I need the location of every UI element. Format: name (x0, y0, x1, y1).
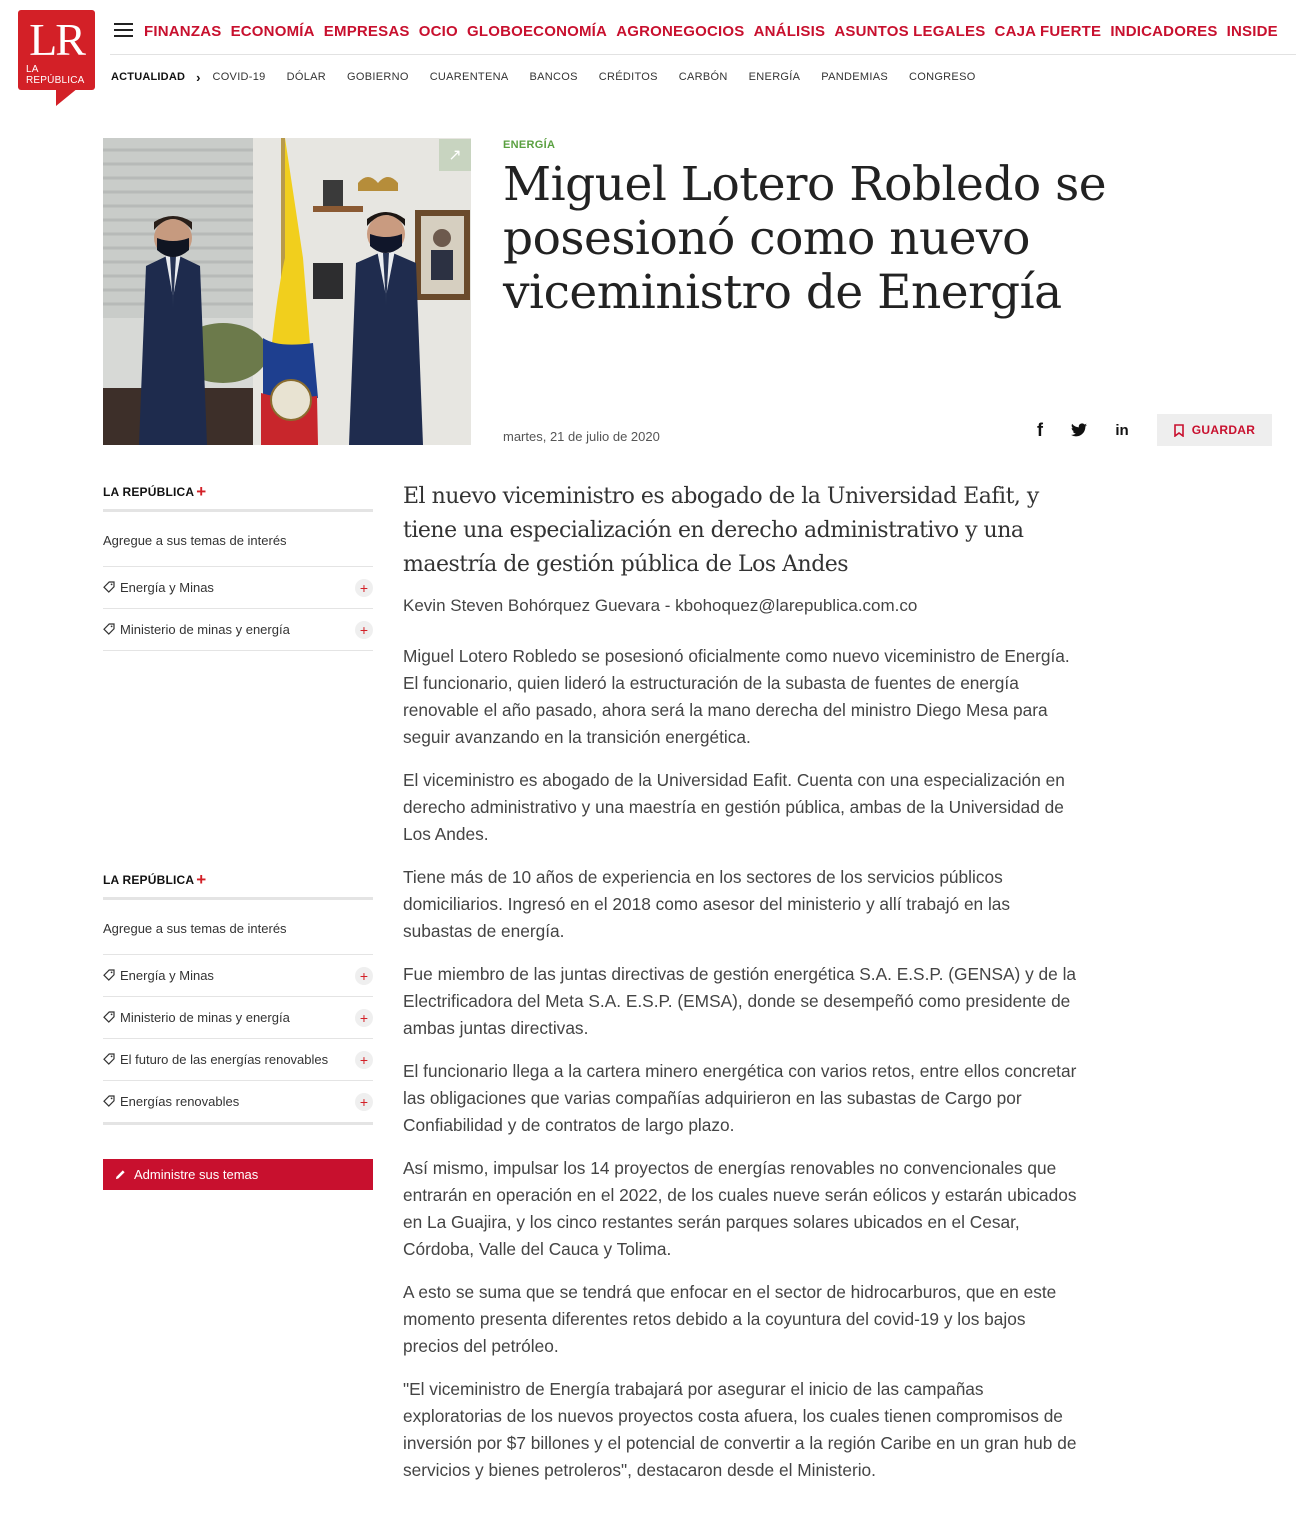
article-photo[interactable] (103, 138, 471, 445)
topic-label[interactable]: Energía y Minas (120, 580, 214, 595)
topic-row (103, 567, 373, 609)
sub-nav (111, 68, 1278, 86)
plus-brand-icon: + (196, 482, 207, 501)
article-paragraph: Miguel Lotero Robledo se posesionó oficialmente como nuevo viceministro de Energía. El funcionario, quien lideró la estructuración de la subasta de fuentes de energía renovable el año pasado, ahora será la mano derecha del ministro Diego Mesa para seguir avanzando en la transición energética. (403, 646, 1070, 747)
save-label: GUARDAR (1191, 423, 1256, 437)
article-title: Miguel Lotero Robledo se posesionó como nuevo viceministro de Energía (503, 157, 1107, 320)
article-paragraph: Fue miembro de las juntas directivas de gestión energética S.A. E.S.P. (GENSA) y de la Electrificadora del Meta S.A. E.S.P. (EMSA), donde se desempeñó como presidente de ambas juntas directivas. (403, 964, 1077, 1038)
plus-icon[interactable]: + (355, 967, 373, 985)
plus-brand-icon: + (196, 870, 207, 889)
topics-brand: LA REPÚBLICA + (103, 482, 207, 501)
topics-list (103, 955, 373, 1123)
linkedin-icon[interactable]: in (1115, 421, 1129, 439)
article-byline[interactable]: Kevin Steven Bohórquez Guevara - kbohoquez@larepublica.com.co (403, 596, 918, 615)
subnav-item[interactable]: ENERGÍA (748, 71, 801, 83)
nav-item[interactable]: EMPRESAS (323, 23, 410, 40)
tag-icon (103, 1095, 115, 1107)
article-paragraph: Tiene más de 10 años de experiencia en los sectores de los servicios públicos domiciliarios. Ingresó en el 2018 como asesor del ministerio y allí trabajó en las subastas de energía. (403, 867, 1011, 941)
topic-label[interactable]: Energías renovables (120, 1094, 240, 1109)
topic-row (103, 1039, 373, 1081)
tag-icon (103, 581, 115, 593)
article-section[interactable]: ENERGÍA (503, 139, 556, 151)
article-paragraph: El funcionario llega a la cartera minero energética con varios retos, entre ellos concretar las obligaciones que varias compañías adquirieron en las subastas de Cargo por Confiabilidad y de contratos de largo plazo. (403, 1061, 1077, 1135)
topic-row (103, 609, 373, 651)
expand-arrow-icon[interactable]: ↗ (439, 139, 471, 171)
main-nav (144, 23, 1278, 45)
topics-intro: Agregue a sus temas de interés (103, 900, 373, 955)
manage-topics-label: Administre sus temas (134, 1167, 259, 1182)
topic-row (103, 997, 373, 1039)
tag-icon (103, 1053, 115, 1065)
article-paragraph: "El viceministro de Energía trabajará por asegurar el inicio de las campañas exploratorias de los nuevos proyectos costa afuera, los cuales tienen compromisos de inversión por $7 billones y el potencial de convertir a la región Caribe en un gran hub de servicios y bienes petroleros", destacaron desde el Ministerio. (403, 1379, 1077, 1480)
nav-item[interactable]: INDICADORES (1110, 23, 1218, 40)
article-body (403, 643, 1083, 1500)
topics-list (103, 567, 373, 651)
nav-item[interactable]: AGRONEGOCIOS (616, 23, 745, 40)
facebook-icon[interactable]: f (1037, 419, 1043, 440)
manage-topics-button[interactable] (103, 1159, 373, 1190)
topics-box-2 (103, 871, 373, 1125)
plus-icon[interactable]: + (355, 579, 373, 597)
nav-item[interactable]: CAJA FUERTE (994, 23, 1102, 40)
nav-item[interactable]: ANÁLISIS (753, 23, 826, 40)
nav-item[interactable]: FINANZAS (144, 23, 222, 40)
subnav-item[interactable]: COVID-19 (212, 71, 266, 83)
nav-item[interactable]: ASUNTOS LEGALES (834, 23, 986, 40)
article-paragraph: Así mismo, impulsar los 14 proyectos de energías renovables no convencionales que entrarán en operación en el 2022, de los cuales nueve serán eólicos y estarán ubicados en La Guajira, y los cinco restantes serán parques solares ubicados en el Cesar, Córdoba, Valle del Cauca y Tolima. (403, 1158, 1077, 1259)
nav-item[interactable]: OCIO (418, 23, 458, 40)
tag-icon (103, 623, 115, 635)
plus-icon[interactable]: + (355, 621, 373, 639)
tag-icon (103, 969, 115, 981)
topics-intro: Agregue a sus temas de interés (103, 512, 373, 567)
nav-item[interactable]: INSIDE (1226, 23, 1278, 40)
site-logo[interactable] (18, 10, 95, 106)
topic-row (103, 1081, 373, 1123)
article-date: martes, 21 de julio de 2020 (503, 429, 660, 444)
subnav-item[interactable]: BANCOS (529, 71, 578, 83)
subnav-item[interactable]: PANDEMIAS (821, 71, 888, 83)
topic-label[interactable]: Energía y Minas (120, 968, 214, 983)
pencil-icon (115, 1169, 126, 1180)
tag-icon (103, 1011, 115, 1023)
article-paragraph: El viceministro es abogado de la Universidad Eafit. Cuenta con una especialización en derecho administrativo y una maestría en gestión pública, ambas de la Universidad de Los Andes. (403, 770, 1065, 844)
subnav-item[interactable]: CONGRESO (908, 71, 976, 83)
logo-tail (56, 88, 78, 106)
topics-brand: LA REPÚBLICA + (103, 870, 207, 889)
subnav-item[interactable]: DÓLAR (286, 71, 326, 83)
article-lead: El nuevo viceministro es abogado de la Universidad Eafit, y tiene una especialización en derecho administrativo y una maestría de gestión pública de Los Andes (403, 484, 1039, 577)
subnav-label: ACTUALIDAD (111, 71, 186, 83)
topics-bottom-rule (103, 1123, 373, 1125)
chevron-right-icon: › (196, 69, 201, 85)
save-button[interactable] (1157, 414, 1272, 446)
article-paragraph: A esto se suma que se tendrá que enfocar en el sector de hidrocarburos, que en este momento presenta diferentes retos debido a la coyuntura del covid-19 y los bajos precios del petróleo. (403, 1282, 1057, 1356)
topic-row (103, 955, 373, 997)
topic-label[interactable]: El futuro de las energías renovables (120, 1052, 329, 1067)
plus-icon[interactable]: + (355, 1009, 373, 1027)
nav-item[interactable]: ECONOMÍA (230, 23, 315, 40)
nav-divider (110, 54, 1296, 55)
twitter-icon[interactable] (1068, 419, 1090, 441)
subnav-item[interactable]: CUARENTENA (429, 71, 509, 83)
topic-label[interactable]: Ministerio de minas y energía (120, 622, 290, 637)
topics-box-1 (103, 483, 373, 651)
hamburger-icon[interactable] (114, 23, 133, 39)
plus-icon[interactable]: + (355, 1051, 373, 1069)
bookmark-icon (1174, 424, 1184, 437)
logo-mark: LR (29, 14, 84, 65)
subnav-item[interactable]: CRÉDITOS (598, 71, 658, 83)
plus-icon[interactable]: + (355, 1093, 373, 1111)
nav-item[interactable]: GLOBOECONOMÍA (466, 23, 608, 40)
logo-name: LA REPÚBLICA (26, 64, 85, 86)
topic-label[interactable]: Ministerio de minas y energía (120, 1010, 290, 1025)
subnav-item[interactable]: GOBIERNO (347, 71, 409, 83)
subnav-item[interactable]: CARBÓN (678, 71, 728, 83)
